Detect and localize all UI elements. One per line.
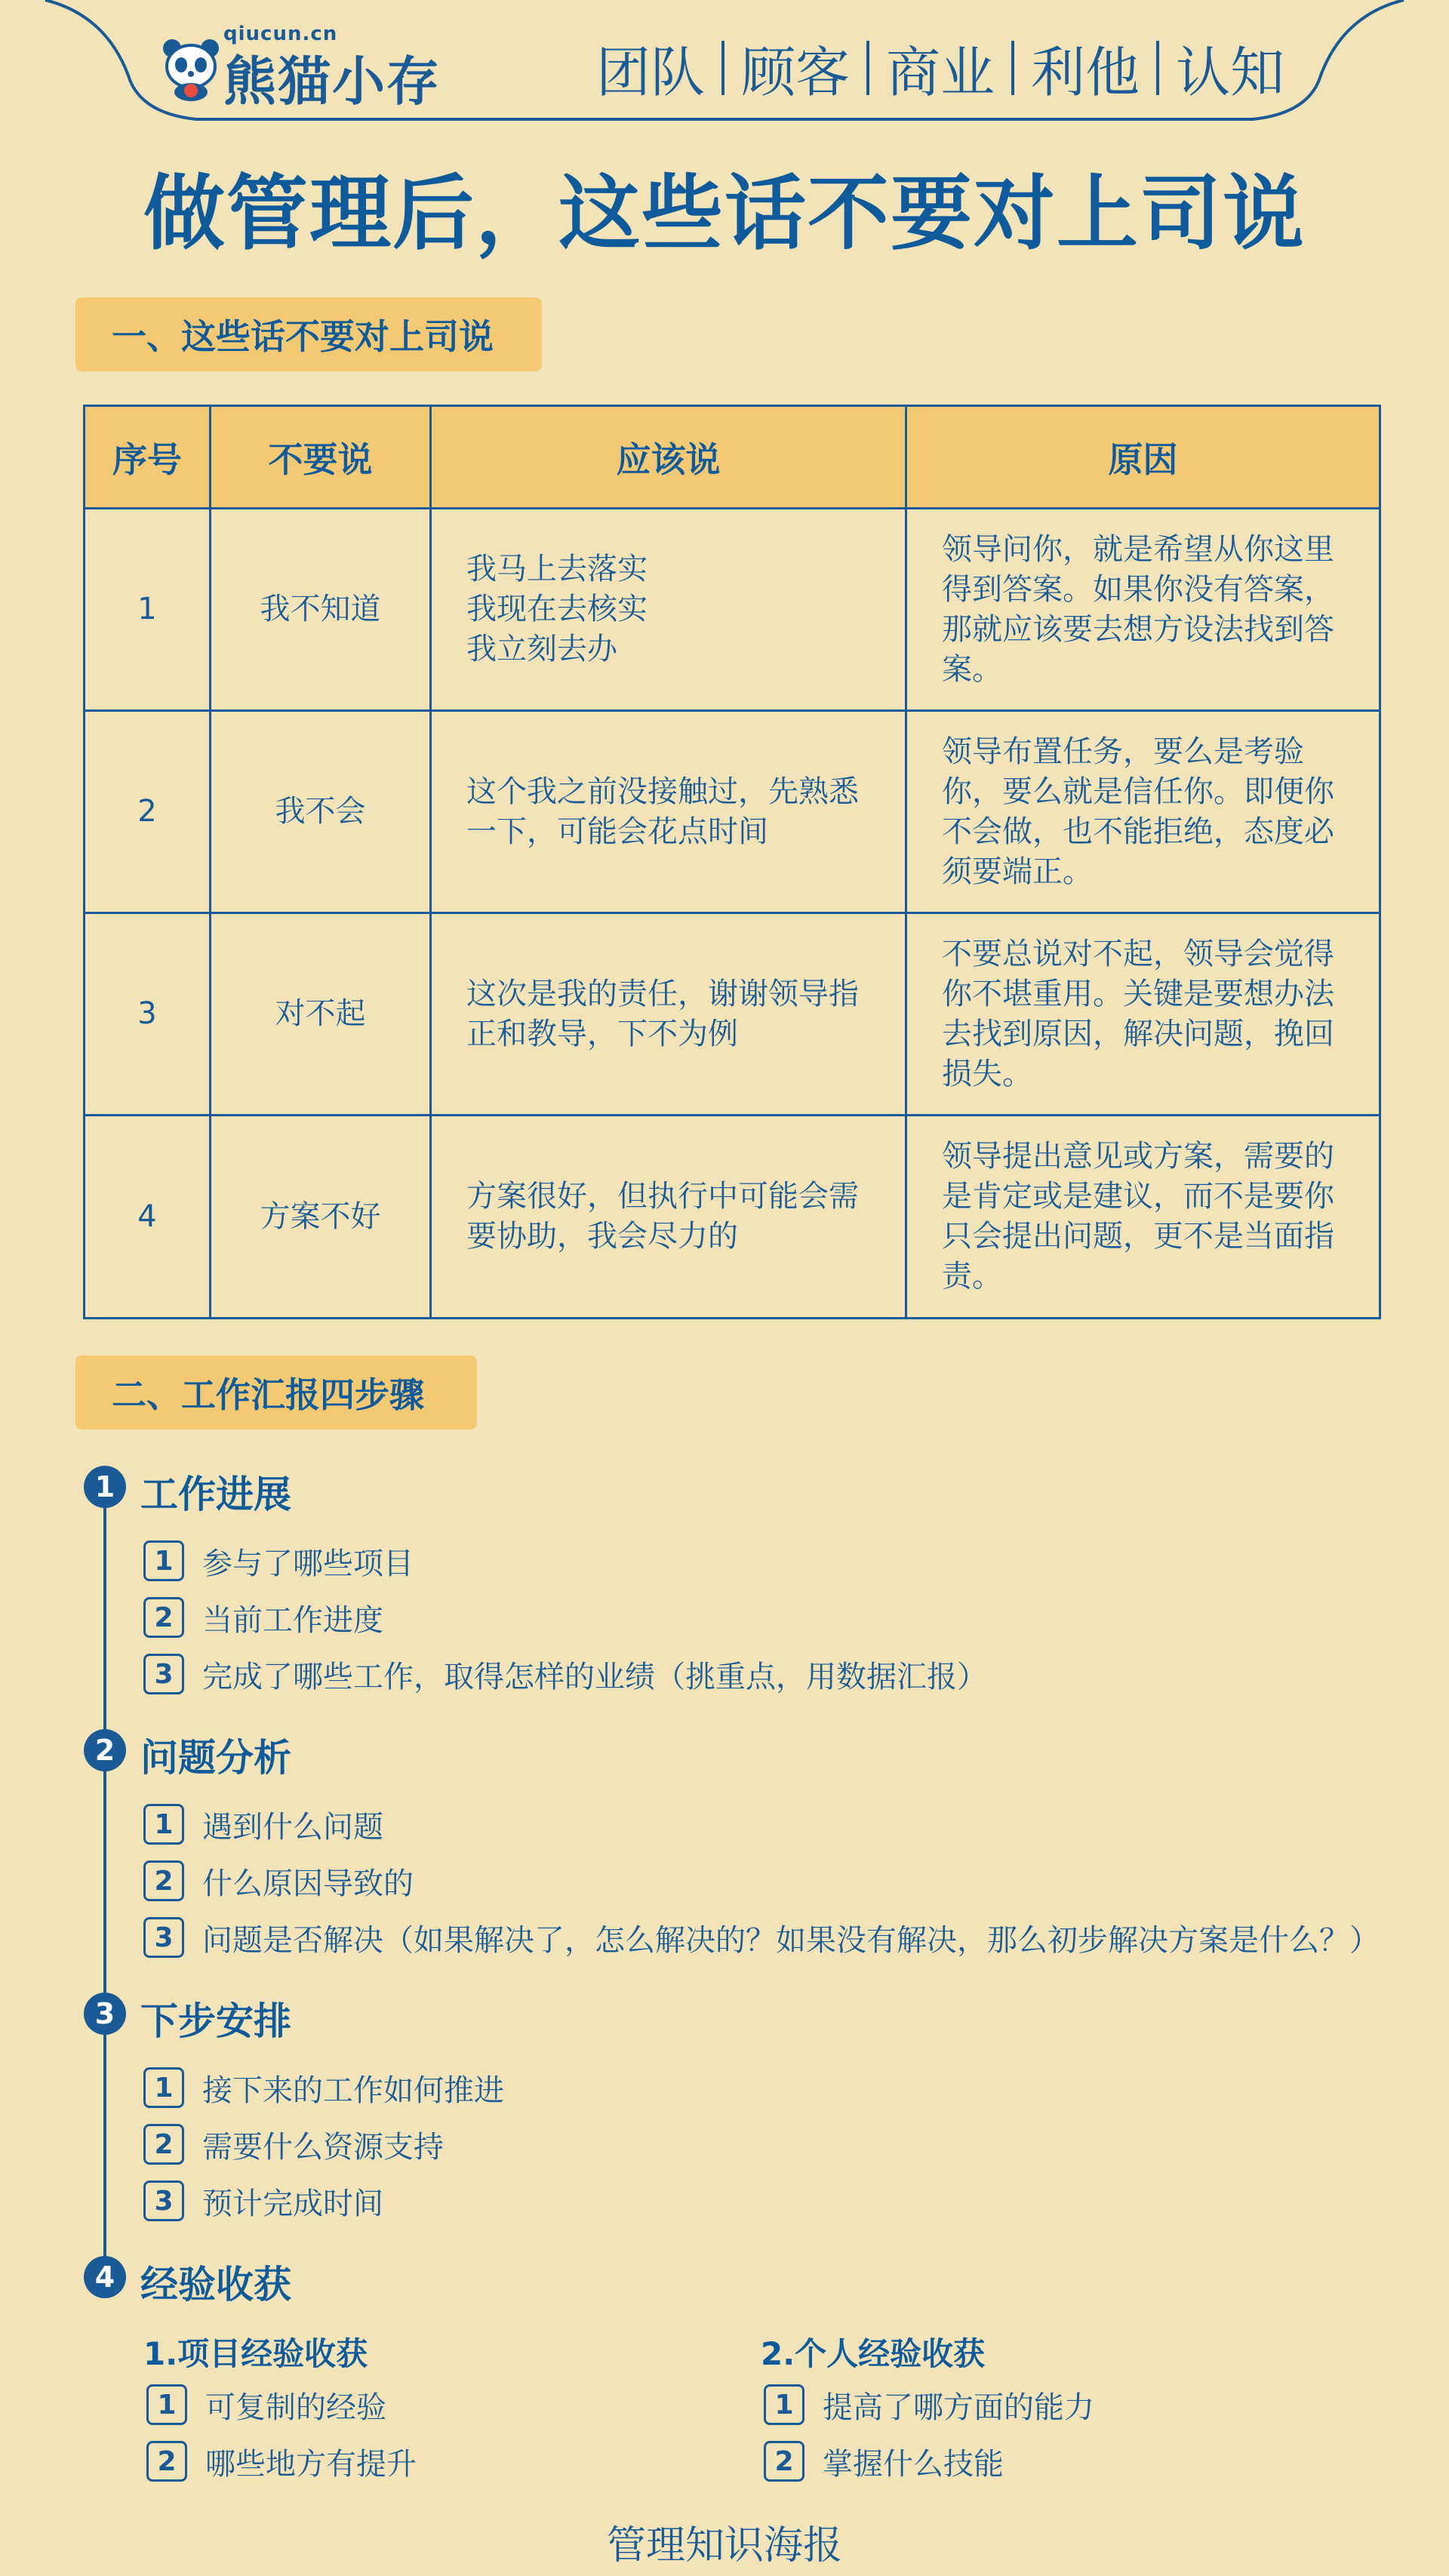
reason-line: 责。 [942, 1259, 1002, 1294]
list-item [146, 2440, 417, 2482]
item-text: 提高了哪方面的能力 [823, 2390, 1094, 2425]
table-row [85, 509, 1379, 712]
item-text: 掌握什么技能 [823, 2446, 1004, 2482]
row-number: 3 [85, 914, 211, 1114]
header-separator [1156, 41, 1159, 95]
should-say-text [432, 1116, 907, 1317]
item-text: 问题是否解决（如果解决了，怎么解决的？如果没有解决，那么初步解决方案是什么？） [202, 1922, 1380, 1958]
should-say-text [432, 914, 907, 1114]
sub-group-title: 1.项目经验收获 [143, 2335, 368, 2372]
list-item [143, 1916, 1380, 1959]
item-number-box: 2 [143, 1860, 184, 1901]
item-number-box: 1 [143, 1540, 184, 1581]
step-title: 经验收获 [140, 2263, 291, 2307]
row-number: 1 [85, 509, 211, 709]
page-title: 做管理后，这些话不要对上司说 [143, 167, 1306, 261]
should-say-line: 我现在去核实 [466, 592, 648, 626]
reason-line: 那就应该要去想方设法找到答 [942, 611, 1334, 647]
reason-text [907, 509, 1379, 709]
header-tag-altruism: 利他 [1031, 41, 1140, 104]
item-text: 当前工作进度 [202, 1602, 383, 1638]
should-say-line: 我立刻去办 [466, 632, 617, 666]
column-header-should-say: 应该说 [432, 407, 907, 507]
item-text: 接下来的工作如何推进 [202, 2073, 504, 2108]
list-item [143, 1860, 414, 1902]
list-item [143, 1540, 414, 1582]
reason-line: 不会做，也不能拒绝，态度必 [942, 814, 1334, 849]
step-number-badge: 4 [84, 2256, 126, 2298]
list-item [143, 1803, 383, 1845]
row-number: 4 [85, 1116, 211, 1317]
header-separator [866, 41, 869, 95]
brand-name: 熊猫小存 [223, 51, 441, 112]
step-number-badge: 3 [84, 1993, 126, 2035]
list-item [143, 2067, 504, 2109]
step-number-badge: 2 [84, 1729, 126, 1771]
should-say-line: 一下，可能会花点时间 [466, 814, 768, 849]
reason-line: 去找到原因，解决问题，挽回 [942, 1016, 1334, 1051]
list-item [143, 1653, 987, 1695]
item-number-box: 2 [146, 2441, 187, 2482]
footer-caption: 管理知识海报 [606, 2523, 842, 2568]
item-text: 参与了哪些项目 [202, 1546, 414, 1581]
reason-text [907, 914, 1379, 1114]
item-text: 需要什么资源支持 [202, 2129, 444, 2165]
reason-line: 你不堪重用。关键是要想办法 [942, 976, 1334, 1011]
dont-say-text: 我不知道 [211, 509, 432, 709]
reason-line: 领导布置任务，要么是考验 [942, 734, 1304, 769]
dont-say-text: 方案不好 [211, 1116, 432, 1317]
header-tag-customer: 顾客 [741, 41, 851, 104]
list-item [143, 1596, 383, 1639]
item-number-box: 2 [143, 1597, 184, 1638]
list-item [143, 2180, 383, 2222]
list-item [143, 2123, 444, 2165]
section-heading-2: 二、工作汇报四步骤 [75, 1356, 477, 1430]
item-number-box: 3 [143, 1917, 184, 1958]
column-header-no: 序号 [85, 407, 211, 507]
item-text: 遇到什么问题 [202, 1809, 383, 1845]
reason-line: 损失。 [942, 1056, 1032, 1091]
reason-line: 得到答案。如果你没有答案， [942, 571, 1334, 607]
should-say-line: 正和教导，下不为例 [466, 1016, 738, 1051]
list-item [764, 2384, 1094, 2426]
brand-domain: qiucun.cn [223, 23, 338, 45]
column-header-dont-say: 不要说 [211, 407, 432, 507]
item-number-box: 1 [146, 2384, 187, 2425]
table-row [85, 1116, 1379, 1317]
dont-say-text: 我不会 [211, 712, 432, 912]
header-separator [721, 41, 724, 95]
should-say-text [432, 712, 907, 912]
header-tag-team: 团队 [596, 41, 706, 104]
item-number-box: 1 [143, 2067, 184, 2108]
should-say-text [432, 509, 907, 709]
column-header-reason: 原因 [1108, 439, 1178, 480]
timeline-line [103, 1487, 106, 2279]
reason-line: 不要总说对不起，领导会觉得 [942, 936, 1334, 971]
phrases-table [83, 405, 1381, 1319]
panda-logo-icon [158, 36, 223, 101]
step-title: 工作进展 [140, 1473, 291, 1516]
table-row [85, 712, 1379, 914]
should-say-line: 要协助，我会尽力的 [466, 1219, 738, 1254]
header-tags [596, 36, 1285, 104]
list-item [146, 2384, 386, 2426]
item-number-box: 2 [143, 2124, 184, 2165]
item-number-box: 1 [764, 2384, 804, 2425]
sub-group-title: 2.个人经验收获 [761, 2335, 986, 2372]
should-say-line: 我马上去落实 [466, 552, 648, 586]
step-title: 下步安排 [140, 1999, 291, 2043]
table-row [85, 914, 1379, 1116]
item-number-box: 3 [143, 2181, 184, 2221]
reason-text [907, 1116, 1379, 1317]
item-number-box: 3 [143, 1654, 184, 1694]
item-text: 完成了哪些工作，取得怎样的业绩（挑重点，用数据汇报） [202, 1659, 987, 1694]
item-number-box: 2 [764, 2441, 804, 2482]
reason-line: 你，要么就是信任你。即便你 [942, 774, 1334, 809]
reason-line: 须要端正。 [942, 854, 1093, 889]
dont-say-text: 对不起 [211, 914, 432, 1114]
table-header-row [85, 407, 1379, 509]
step-title: 问题分析 [140, 1736, 291, 1780]
item-text: 预计完成时间 [202, 2186, 383, 2221]
should-say-line: 方案很好，但执行中可能会需 [466, 1179, 859, 1214]
item-text: 可复制的经验 [205, 2390, 386, 2425]
list-item [764, 2440, 1004, 2482]
header-tag-cognition: 认知 [1176, 41, 1285, 104]
row-number: 2 [85, 712, 211, 912]
step-number-badge: 1 [84, 1466, 126, 1508]
reason-text [907, 712, 1379, 912]
header-tag-business: 商业 [886, 41, 995, 104]
item-text: 什么原因导致的 [202, 1866, 414, 1901]
should-say-line: 这个我之前没接触过，先熟悉 [466, 774, 859, 809]
reason-line: 领导提出意见或方案，需要的 [942, 1139, 1334, 1174]
reason-line: 领导问你，就是希望从你这里 [942, 531, 1334, 567]
reason-line: 案。 [942, 651, 1002, 687]
item-number-box: 1 [143, 1804, 184, 1845]
item-text: 哪些地方有提升 [205, 2446, 417, 2482]
section-heading-1: 一、这些话不要对上司说 [75, 297, 542, 371]
header-separator [1011, 41, 1014, 95]
should-say-line: 这次是我的责任，谢谢领导指 [466, 976, 859, 1011]
reason-line: 是肯定或是建议，而不是要你 [942, 1179, 1334, 1214]
reason-line: 只会提出问题，更不是当面指 [942, 1219, 1334, 1254]
